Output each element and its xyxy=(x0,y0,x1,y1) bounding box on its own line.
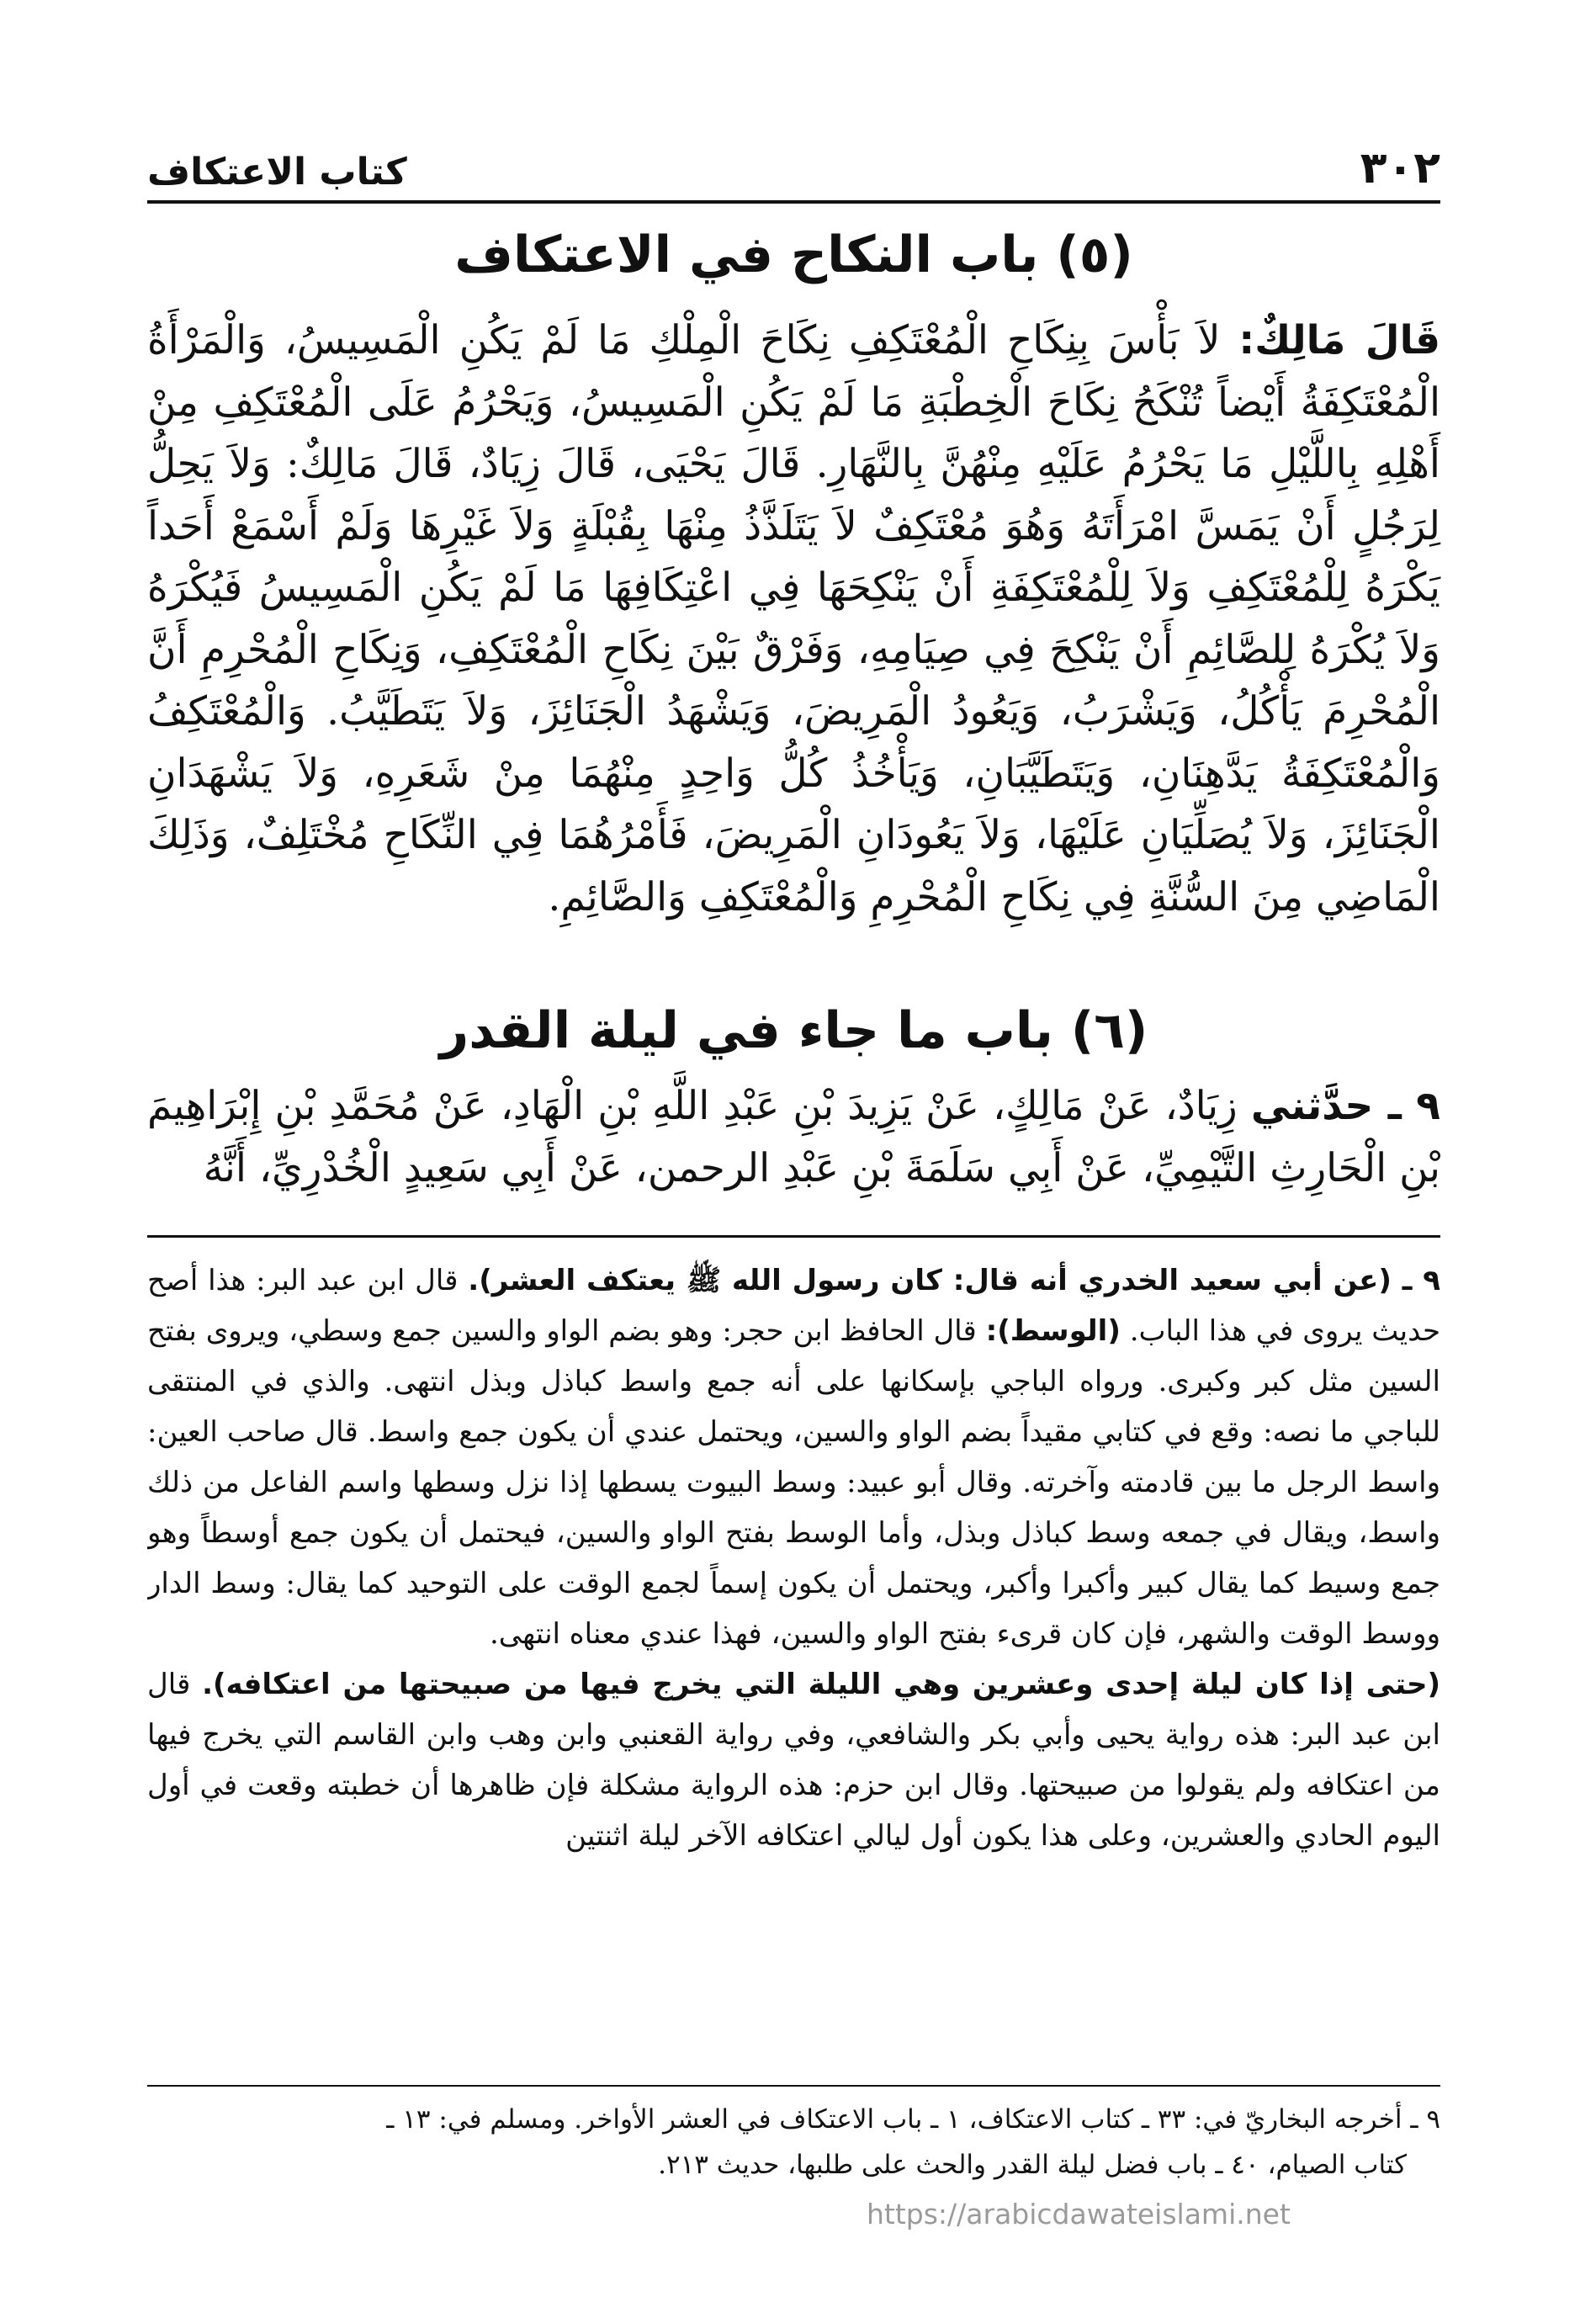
running-title: كتاب الاعتكاف xyxy=(147,151,407,194)
commentary-quote: ٩ ـ (عن أبي سعيد الخدري أنه قال: كان رسول الله ﷺ يعتكف العشر). xyxy=(468,1264,1440,1297)
speaker-label: قَالَ مَالِكٌ: xyxy=(1238,317,1440,363)
commentary-quote: (حتى إذا كان ليلة إحدى وعشرين وهي الليلة التي يخرج فيها من صبيحتها من اعتكافه). xyxy=(202,1668,1440,1701)
hadith-number-label: ٩ ـ حدَّثني xyxy=(1250,1083,1440,1129)
main-text: لاَ بَأْسَ بِنِكَاحِ الْمُعْتَكِفِ نِكَاحَ الْمِلْكِ مَا لَمْ يَكُنِ الْمَسِيسُ، وَالْمَرْأَةُ الْمُعْتَكِفَةُ أَيْضاً تُنْكَحُ نِكَاحَ الْخِطْبَةِ مَا لَمْ يَكُنِ الْمَسِيسُ، وَيَحْرُمُ عَلَى الْمُعْتَكِفِ مِنْ أَهْلِهِ بِاللَّيْلِ مَا يَحْرُمُ عَلَيْهِ مِنْهُنَّ بِالنَّهَارِ. قَالَ يَحْيَى، قَالَ زِيَادٌ، قَالَ مَالِكٌ: وَلاَ يَحِلُّ لِرَجُلٍ أَنْ يَمَسَّ امْرَأَتَهُ وَهُوَ مُعْتَكِفٌ لاَ يَتَلَذَّذُ مِنْهَا بِقُبْلَةٍ وَلاَ غَيْرِهَا وَلَمْ أَسْمَعْ أَحَداً يَكْرَهُ لِلْمُعْتَكِفِ وَلاَ لِلْمُعْتَكِفَةِ أَنْ يَنْكِحَهَا فِي اعْتِكَافِهَا مَا لَمْ يَكُنِ الْمَسِيسُ فَيُكْرَهُ وَلاَ يُكْرَهُ لِلصَّائِمِ أَنْ يَنْكِحَ فِي صِيَامِهِ، وَفَرْقٌ بَيْنَ نِكَاحِ الْمُعْتَكِفِ، وَنِكَاحِ الْمُحْرِمِ أَنَّ الْمُحْرِمَ يَأْكُلُ، وَيَشْرَبُ، وَيَعُودُ الْمَرِيضَ، وَيَشْهَدُ الْجَنَائِزَ، وَلاَ يَتَطَيَّبُ. وَالْمُعْتَكِفُ وَالْمُعْتَكِفَةُ يَدَّهِنَانِ، وَيَتَطَيَّبَانِ، وَيَأْخُذُ كُلُّ وَاحِدٍ مِنْهُمَا مِنْ شَعَرِهِ، وَلاَ يَشْهَدَانِ الْجَنَائِزَ، وَلاَ يُصَلِّيَانِ عَلَيْهَا، وَلاَ يَعُودَانِ الْمَرِيضَ، فَأَمْرُهُمَا فِي النِّكَاحِ مُخْتَلِفٌ، وَذَلِكَ الْمَاضِي مِنَ السُّنَّةِ فِي نِكَاحِ الْمُحْرِمِ وَالْمُعْتَكِفِ وَالصَّائِمِ. xyxy=(147,317,1440,920)
commentary xyxy=(147,1255,1440,2076)
watermark: https://arabicdawateislami.net xyxy=(867,2198,1291,2230)
reference-line: ٩ ـ أخرجه البخاريّ في: ٣٣ ـ كتاب الاعتكاف، ١ ـ باب الاعتكاف في العشر الأواخر. ومسلم في: ١٣ ـ xyxy=(386,2104,1440,2135)
chapter-heading-5: (٥) باب النكاح في الاعتكاف xyxy=(454,225,1133,284)
references xyxy=(147,2097,1440,2198)
header-rule xyxy=(147,200,1440,204)
commentary-rule xyxy=(147,1235,1440,1238)
commentary-paragraph xyxy=(147,1659,1440,1861)
reference-line: كتاب الصيام، ٤٠ ـ باب فضل ليلة القدر والحث على طلبها، حديث ٢١٣. xyxy=(658,2150,1407,2180)
commentary-paragraph xyxy=(147,1255,1440,1659)
references-rule xyxy=(147,2085,1440,2087)
commentary-text: قال ابن عبد البر: هذا أصح حديث يروى في هذا الباب. xyxy=(147,1264,1440,1348)
chapter-heading-6: (٦) باب ما جاء في ليلة القدر xyxy=(439,1001,1148,1060)
main-text-section-5 xyxy=(147,310,1440,974)
commentary-text: قال الحافظ ابن حجر: وهو بضم الواو والسين جمع وسطي، ويروى بفتح السين مثل كبر وكبرى. ورواه الباجي بإسكانها على أنه جمع واسط كباذل وبذل انتهى. والذي في المنتقى للباجي ما نصه: وقع في كتابي مقيداً بضم الواو والسين، ويحتمل عندي أن يكون جمع واسط. قال صاحب العين: واسط الرجل ما بين قادمته وآخرته. وقال أبو عبيد: وسط البيوت يسطها إذا نزل وسطها واسم الفاعل من ذلك واسط، ويقال في جمعه وسط كباذل وبذل، وأما الوسط بفتح الواو والسين، فيحتمل أن يكون جمع أوسطاً وهو جمع وسيط كما يقال كبير وأكبرا وأكبر، ويحتمل أن يكون إسماً لجمع الوقت على التوحيد كما يقال: وسط الدار ووسط الوقت والشهر، فإن كان قرىء بفتح الواو والسين، فهذا عندي معناه انتهى. xyxy=(147,1314,1440,1651)
main-text-section-6 xyxy=(147,1075,1440,1227)
page-number: ٣٠٢ xyxy=(1360,143,1440,194)
page-header xyxy=(147,126,1440,194)
commentary-text: قال ابن عبد البر: هذه رواية يحيى وأبي بكر والشافعي، وفي رواية القعنبي وابن وهب وابن القاسم التي يخرج فيها من اعتكافه ولم يقولوا من صبيحتها. وقال ابن حزم: هذه الرواية مشكلة فإن ظاهرها أن خطبته وقعت في أول اليوم الحادي والعشرين، وعلى هذا يكون أول ليالي اعتكافه الآخر ليلة اثنتين xyxy=(147,1668,1440,1853)
commentary-quote: (الوسط): xyxy=(985,1314,1121,1348)
hadith-text: زِيَادٌ، عَنْ مَالِكٍ، عَنْ يَزِيدَ بْنِ عَبْدِ اللَّهِ بْنِ الْهَادِ، عَنْ مُحَمَّدِ بْنِ إِبْرَاهِيمَ بْنِ الْحَارِثِ التَّيْمِيِّ، عَنْ أَبِي سَلَمَةَ بْنِ عَبْدِ الرحمن، عَنْ أَبِي سَعِيدٍ الْخُدْرِيِّ، أَنَّهُ xyxy=(147,1083,1440,1191)
